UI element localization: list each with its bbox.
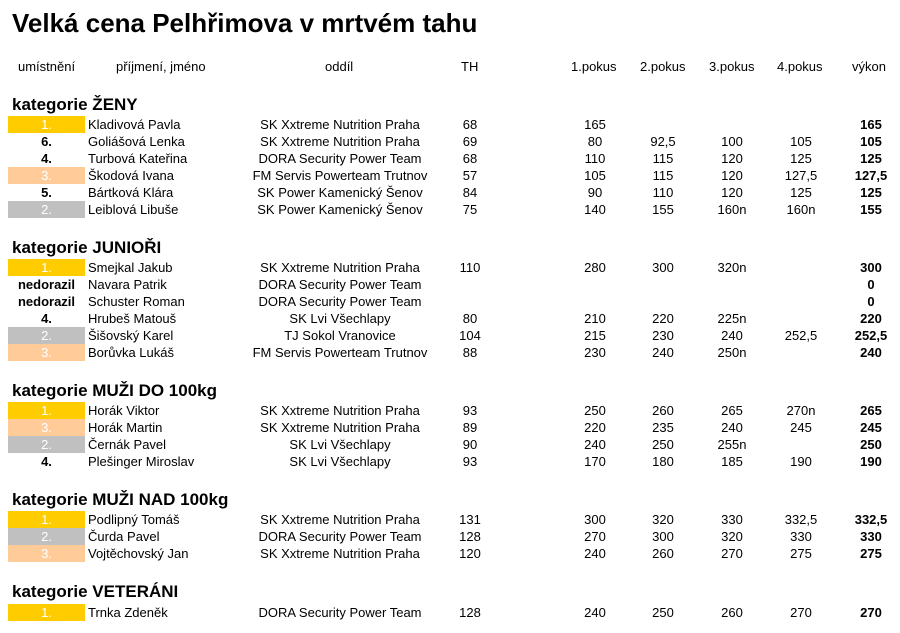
header-attempt-4: 4.pokus: [777, 59, 823, 74]
attempt-1-cell: 170: [584, 454, 606, 469]
place-cell: nedorazil: [17, 294, 76, 309]
club-cell: SK Power Kamenický Šenov: [257, 202, 423, 217]
table-row: [0, 344, 900, 361]
attempt-4-cell: [771, 293, 831, 310]
attempt-1-cell: 300: [584, 512, 606, 527]
weight-cell: 131: [459, 512, 481, 527]
name-cell: Navara Patrik: [88, 277, 167, 292]
club-cell: DORA Security Power Team: [258, 529, 422, 544]
club-cell: FM Servis Powerteam Trutnov: [252, 345, 428, 360]
attempt-3-cell: 250n: [717, 345, 747, 360]
table-row: [0, 133, 900, 150]
place-cell: 4.: [41, 454, 52, 469]
attempt-4-cell: [771, 310, 831, 327]
attempt-1-cell: 165: [584, 117, 606, 132]
attempt-4-cell: 105: [790, 134, 812, 149]
name-cell: Horák Viktor: [88, 403, 160, 418]
attempt-1-cell: 140: [584, 202, 606, 217]
result-cell: 245: [860, 420, 882, 435]
club-cell: SK Xxtreme Nutrition Praha: [260, 403, 420, 418]
attempt-2-cell: 180: [652, 454, 674, 469]
category-heading: kategorie MUŽI DO 100kg: [12, 381, 218, 400]
attempt-3-cell: 185: [721, 454, 743, 469]
attempt-3-cell: [702, 116, 762, 133]
weight-cell: 104: [459, 328, 481, 343]
result-cell: 0: [867, 294, 875, 309]
attempt-4-cell: 190: [790, 454, 812, 469]
attempt-1-cell: 280: [584, 260, 606, 275]
name-cell: Borůvka Lukáš: [88, 345, 174, 360]
place-cell: nedorazil: [17, 277, 76, 292]
attempt-3-cell: [702, 293, 762, 310]
club-cell: SK Lvi Všechlapy: [289, 454, 391, 469]
weight-cell: 80: [462, 311, 478, 326]
attempt-4-cell: 332,5: [784, 512, 818, 527]
attempt-1-cell: 230: [584, 345, 606, 360]
header-place: umístnění: [18, 59, 76, 74]
table-row: [0, 419, 900, 436]
attempt-1-cell: 110: [584, 151, 606, 166]
attempt-4-cell: 245: [790, 420, 812, 435]
name-cell: Šišovský Karel: [88, 328, 174, 343]
result-cell: 0: [867, 277, 875, 292]
place-cell: 1.: [8, 402, 85, 419]
name-cell: Horák Martin: [88, 420, 163, 435]
result-cell: 330: [860, 529, 882, 544]
name-cell: Trnka Zdeněk: [88, 605, 168, 620]
attempt-2-cell: 320: [652, 512, 674, 527]
place-cell: 1.: [8, 259, 85, 276]
table-row: [0, 402, 900, 419]
page-title: Velká cena Pelhřimova v mrtvém tahu: [12, 8, 478, 38]
attempt-4-cell: 125: [790, 185, 812, 200]
table-row: [0, 201, 900, 218]
attempt-4-cell: [771, 436, 831, 453]
weight-cell: 84: [462, 185, 478, 200]
attempt-3-cell: 330: [721, 512, 743, 527]
result-cell: 275: [860, 546, 882, 561]
attempt-3-cell: 120: [721, 168, 743, 183]
attempt-2-cell: 250: [652, 437, 674, 452]
club-cell: SK Xxtreme Nutrition Praha: [260, 420, 420, 435]
name-cell: Turbová Kateřina: [88, 151, 188, 166]
result-cell: 155: [860, 202, 882, 217]
attempt-3-cell: 160n: [717, 202, 747, 217]
attempt-4-cell: [771, 344, 831, 361]
table-row: [0, 511, 900, 528]
attempt-2-cell: 235: [652, 420, 674, 435]
attempt-1-cell: 80: [587, 134, 603, 149]
attempt-2-cell: 155: [652, 202, 674, 217]
header-th: TH: [461, 59, 479, 74]
result-cell: 127,5: [854, 168, 888, 183]
attempt-4-cell: 125: [790, 151, 812, 166]
club-cell: SK Xxtreme Nutrition Praha: [260, 134, 420, 149]
result-cell: 220: [860, 311, 882, 326]
weight-cell: 90: [462, 437, 478, 452]
header-name: příjmení, jméno: [116, 59, 206, 74]
attempt-1-cell: [565, 276, 625, 293]
result-cell: 125: [860, 185, 882, 200]
attempt-1-cell: 240: [584, 605, 606, 620]
table-row: [0, 150, 900, 167]
result-cell: 165: [860, 117, 882, 132]
weight-cell: 57: [462, 168, 478, 183]
name-cell: Hrubeš Matouš: [88, 311, 177, 326]
category-heading: kategorie VETERÁNI: [12, 582, 179, 601]
table-row: [0, 116, 900, 133]
name-cell: Goliášová Lenka: [88, 134, 185, 149]
attempt-3-cell: 260: [721, 605, 743, 620]
place-cell: 1.: [8, 511, 85, 528]
result-cell: 190: [860, 454, 882, 469]
attempt-4-cell: 127,5: [784, 168, 818, 183]
attempt-4-cell: 270: [790, 605, 812, 620]
attempt-2-cell: 300: [652, 529, 674, 544]
header-attempt-3: 3.pokus: [709, 59, 755, 74]
place-cell: 2.: [8, 436, 85, 453]
attempt-3-cell: 240: [721, 328, 743, 343]
attempt-2-cell: [633, 293, 693, 310]
attempt-1-cell: 240: [584, 546, 606, 561]
header-attempt-2: 2.pokus: [640, 59, 686, 74]
result-cell: 252,5: [854, 328, 888, 343]
attempt-1-cell: 215: [584, 328, 606, 343]
attempt-4-cell: [771, 259, 831, 276]
result-cell: 270: [860, 605, 882, 620]
attempt-2-cell: 250: [652, 605, 674, 620]
club-cell: DORA Security Power Team: [258, 294, 422, 309]
attempt-2-cell: 300: [652, 260, 674, 275]
result-cell: 332,5: [854, 512, 888, 527]
result-cell: 250: [860, 437, 882, 452]
place-cell: 2.: [8, 201, 85, 218]
place-cell: 3.: [8, 167, 85, 184]
table-row: [0, 184, 900, 201]
place-cell: 3.: [8, 344, 85, 361]
weight-cell: [448, 293, 492, 310]
weight-cell: 88: [462, 345, 478, 360]
attempt-2-cell: 110: [652, 185, 674, 200]
table-row: [0, 310, 900, 327]
weight-cell: 93: [462, 403, 478, 418]
result-cell: 240: [860, 345, 882, 360]
table-row: [0, 436, 900, 453]
table-row: [0, 293, 900, 310]
table-row: [0, 528, 900, 545]
result-cell: 105: [860, 134, 882, 149]
attempt-3-cell: 120: [721, 151, 743, 166]
attempt-4-cell: [771, 116, 831, 133]
category-heading: kategorie MUŽI NAD 100kg: [12, 490, 229, 509]
name-cell: Kladivová Pavla: [88, 117, 181, 132]
club-cell: TJ Sokol Vranovice: [284, 328, 396, 343]
name-cell: Schuster Roman: [88, 294, 185, 309]
place-cell: 3.: [8, 419, 85, 436]
weight-cell: 75: [462, 202, 478, 217]
attempt-3-cell: 240: [721, 420, 743, 435]
place-cell: 2.: [8, 528, 85, 545]
name-cell: Leiblová Libuše: [88, 202, 179, 217]
weight-cell: 68: [462, 151, 478, 166]
name-cell: Podlipný Tomáš: [88, 512, 180, 527]
name-cell: Škodová Ivana: [88, 168, 175, 183]
category-heading: kategorie JUNIOŘI: [12, 238, 162, 257]
weight-cell: 89: [462, 420, 478, 435]
attempt-2-cell: 115: [652, 168, 674, 183]
result-cell: 125: [860, 151, 882, 166]
place-cell: 1.: [8, 604, 85, 621]
attempt-3-cell: [702, 276, 762, 293]
weight-cell: 110: [459, 260, 481, 275]
weight-cell: 128: [459, 529, 481, 544]
place-cell: 6.: [41, 134, 52, 149]
attempt-1-cell: 90: [587, 185, 603, 200]
table-row: [0, 545, 900, 562]
weight-cell: 68: [462, 117, 478, 132]
attempt-4-cell: 160n: [786, 202, 816, 217]
weight-cell: 93: [462, 454, 478, 469]
name-cell: Bártková Klára: [88, 185, 174, 200]
header-result: výkon: [852, 59, 886, 74]
attempt-2-cell: [633, 116, 693, 133]
table-row: [0, 259, 900, 276]
name-cell: Černák Pavel: [88, 437, 167, 452]
attempt-1-cell: 250: [584, 403, 606, 418]
attempt-2-cell: 240: [652, 345, 674, 360]
club-cell: SK Power Kamenický Šenov: [257, 185, 423, 200]
attempt-2-cell: 220: [652, 311, 674, 326]
club-cell: SK Xxtreme Nutrition Praha: [260, 546, 420, 561]
attempt-1-cell: 270: [584, 529, 606, 544]
attempt-2-cell: 230: [652, 328, 674, 343]
result-cell: 265: [860, 403, 882, 418]
attempt-1-cell: [565, 293, 625, 310]
club-cell: FM Servis Powerteam Trutnov: [252, 168, 428, 183]
weight-cell: 69: [462, 134, 478, 149]
attempt-3-cell: 255n: [717, 437, 747, 452]
attempt-3-cell: 100: [721, 134, 743, 149]
attempt-2-cell: [633, 276, 693, 293]
table-row: [0, 167, 900, 184]
header-attempt-1: 1.pokus: [571, 59, 617, 74]
result-cell: 300: [860, 260, 882, 275]
attempt-2-cell: 115: [652, 151, 674, 166]
place-cell: 2.: [8, 327, 85, 344]
club-cell: DORA Security Power Team: [258, 605, 422, 620]
attempt-3-cell: 270: [721, 546, 743, 561]
table-row: [0, 327, 900, 344]
attempt-2-cell: 260: [652, 546, 674, 561]
name-cell: Plešinger Miroslav: [88, 454, 195, 469]
place-cell: 4.: [41, 311, 52, 326]
attempt-3-cell: 265: [721, 403, 743, 418]
header-club: oddíl: [325, 59, 354, 74]
attempt-1-cell: 210: [584, 311, 606, 326]
club-cell: DORA Security Power Team: [258, 277, 422, 292]
attempt-4-cell: 275: [790, 546, 812, 561]
weight-cell: 120: [459, 546, 481, 561]
category-heading: kategorie ŽENY: [12, 95, 138, 114]
club-cell: SK Xxtreme Nutrition Praha: [260, 260, 420, 275]
attempt-2-cell: 92,5: [650, 134, 676, 149]
attempt-4-cell: 270n: [786, 403, 816, 418]
name-cell: Vojtěchovský Jan: [88, 546, 189, 561]
table-row: [0, 276, 900, 293]
attempt-1-cell: 220: [584, 420, 606, 435]
club-cell: DORA Security Power Team: [258, 151, 422, 166]
attempt-1-cell: 105: [584, 168, 606, 183]
club-cell: SK Lvi Všechlapy: [289, 437, 391, 452]
attempt-4-cell: 330: [790, 529, 812, 544]
attempt-3-cell: 120: [721, 185, 743, 200]
weight-cell: 128: [459, 605, 481, 620]
place-cell: 4.: [41, 151, 52, 166]
place-cell: 5.: [41, 185, 52, 200]
club-cell: SK Xxtreme Nutrition Praha: [260, 117, 420, 132]
attempt-4-cell: [771, 276, 831, 293]
club-cell: SK Lvi Všechlapy: [289, 311, 391, 326]
attempt-3-cell: 320: [721, 529, 743, 544]
name-cell: Smejkal Jakub: [88, 260, 173, 275]
attempt-3-cell: 320n: [717, 260, 747, 275]
name-cell: Čurda Pavel: [88, 529, 160, 544]
place-cell: 3.: [8, 545, 85, 562]
table-row: [0, 604, 900, 621]
club-cell: SK Xxtreme Nutrition Praha: [260, 512, 420, 527]
weight-cell: [448, 276, 492, 293]
table-row: [0, 453, 900, 470]
attempt-4-cell: 252,5: [784, 328, 818, 343]
place-cell: 1.: [8, 116, 85, 133]
attempt-3-cell: 225n: [717, 311, 747, 326]
attempt-2-cell: 260: [652, 403, 674, 418]
attempt-1-cell: 240: [584, 437, 606, 452]
